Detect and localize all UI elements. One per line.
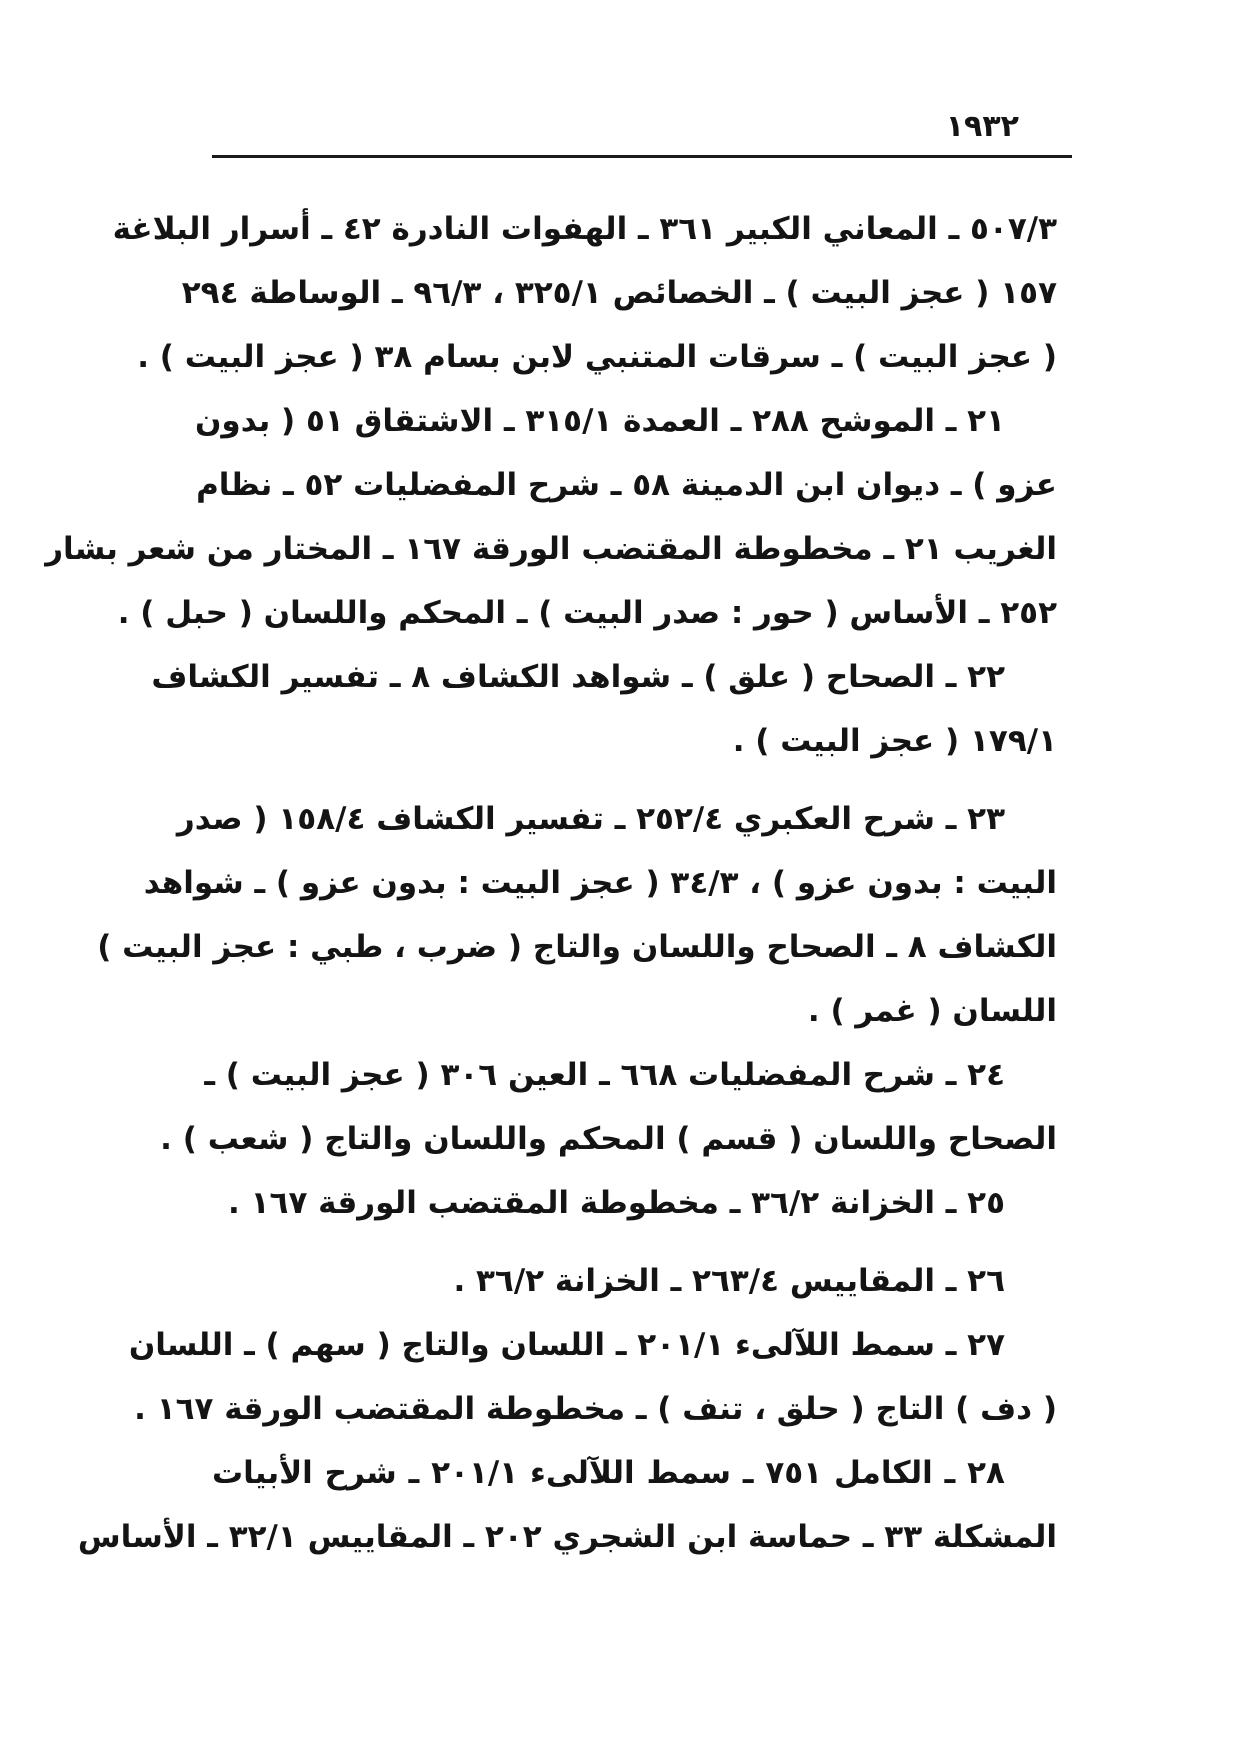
text-line: ٢٨ ـ الكامل ٧٥١ ـ سمط اللآلىء ٢٠١/١ ـ شرح الأبيات bbox=[212, 1455, 1005, 1491]
text-line: ( دف ) التاج ( حلق ، تنف ) ـ مخطوطة المقتضب الورقة ١٦٧ . bbox=[134, 1391, 1057, 1427]
header-rule bbox=[212, 155, 1072, 158]
text-line: ١٥٧ ( عجز البيت ) ـ الخصائص ٣٢٥/١ ، ٩٦/٣ ـ الوساطة ٢٩٤ bbox=[181, 275, 1057, 311]
text-line: ٥٠٧/٣ ـ المعاني الكبير ٣٦١ ـ الهفوات النادرة ٤٢ ـ أسرار البلاغة bbox=[112, 211, 1057, 247]
text-line: ١٧٩/١ ( عجز البيت ) . bbox=[732, 723, 1057, 759]
text-line: ( عجز البيت ) ـ سرقات المتنبي لابن بسام ٣٨ ( عجز البيت ) . bbox=[137, 339, 1057, 375]
text-line: ٢٤ ـ شرح المفضليات ٦٦٨ ـ العين ٣٠٦ ( عجز البيت ) ـ bbox=[204, 1057, 1005, 1093]
text-line: ٢٢ ـ الصحاح ( علق ) ـ شواهد الكشاف ٨ ـ تفسير الكشاف bbox=[151, 659, 1005, 695]
text-line: اللسان ( غمر ) . bbox=[807, 993, 1057, 1029]
text-line: ٢١ ـ الموشح ٢٨٨ ـ العمدة ٣١٥/١ ـ الاشتقاق ٥١ ( بدون bbox=[194, 403, 1005, 439]
footnotes-body bbox=[45, 197, 1057, 1569]
text-line: الكشاف ٨ ـ الصحاح واللسان والتاج ( ضرب ، طبي : عجز البيت ) bbox=[97, 929, 1057, 965]
text-line: المشكلة ٣٣ ـ حماسة ابن الشجري ٢٠٢ ـ المقاييس ٣٢/١ ـ الأساس bbox=[77, 1519, 1057, 1555]
text-line: ٢٥٢ ـ الأساس ( حور : صدر البيت ) ـ المحكم واللسان ( حبل ) . bbox=[117, 595, 1057, 631]
page-number: ١٩٣٢ bbox=[945, 109, 1019, 144]
text-line: ٢٥ ـ الخزانة ٣٦/٢ ـ مخطوطة المقتضب الورقة ١٦٧ . bbox=[228, 1185, 1005, 1221]
text-line: ٢٧ ـ سمط اللآلىء ٢٠١/١ ـ اللسان والتاج ( سهم ) ـ اللسان bbox=[128, 1327, 1005, 1363]
text-line: عزو ) ـ ديوان ابن الدمينة ٥٨ ـ شرح المفضليات ٥٢ ـ نظام bbox=[196, 467, 1057, 503]
text-line: ٢٣ ـ شرح العكبري ٢٥٢/٤ ـ تفسير الكشاف ١٥٨/٤ ( صدر bbox=[176, 801, 1005, 837]
text-line: الصحاح واللسان ( قسم ) المحكم واللسان والتاج ( شعب ) . bbox=[160, 1121, 1057, 1157]
text-line: الغريب ٢١ ـ مخطوطة المقتضب الورقة ١٦٧ ـ المختار من شعر بشار bbox=[45, 531, 1057, 567]
text-line: ٢٦ ـ المقاييس ٢٦٣/٤ ـ الخزانة ٣٦/٢ . bbox=[453, 1263, 1005, 1299]
text-line: البيت : بدون عزو ) ، ٣٤/٣ ( عجز البيت : بدون عزو ) ـ شواهد bbox=[143, 865, 1057, 901]
